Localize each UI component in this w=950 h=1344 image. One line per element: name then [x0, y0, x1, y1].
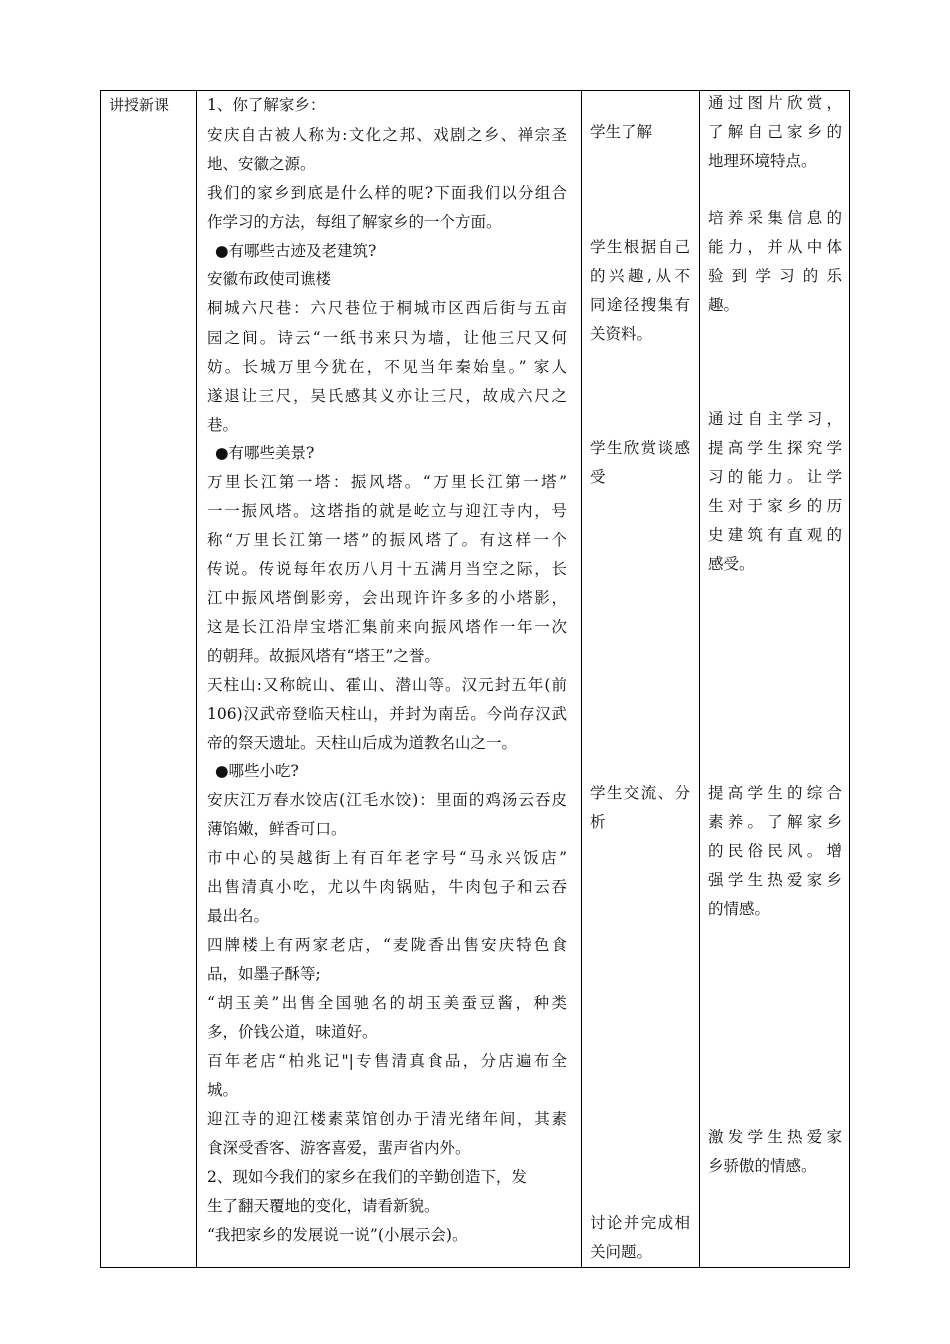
design-intent-line: 习的能力。让学	[708, 468, 842, 486]
content-line: 百年老店“柏兆记"|专售清真食品，分店遍布全	[207, 1052, 567, 1070]
student-activity-line: 学生欣赏谈感	[590, 439, 690, 457]
student-activity-line: 学生了解	[590, 123, 653, 141]
student-activity-line: 析	[590, 813, 606, 831]
content-line: 市中心的吴越街上有百年老字号“马永兴饭店”	[207, 849, 567, 867]
design-intent-line: 强学生热爱家乡	[708, 871, 842, 889]
content-line: 天柱山:又称皖山、霍山、潜山等。汉元封五年(前	[207, 676, 567, 694]
content-line: 称“万里长江第一塔”的振风塔了。有这样一个	[207, 531, 567, 549]
design-intent-line: 提高学生探究学	[708, 439, 842, 457]
content-line: “胡玉美”出售全国驰名的胡玉美蚕豆酱，种类	[207, 994, 567, 1012]
student-activity-line: 学生根据自己	[590, 238, 690, 256]
student-activity-line: 关问题。	[590, 1243, 653, 1261]
content-line: “我把家乡的发展说一说”(小展示会)。	[207, 1226, 468, 1244]
section-label: 讲授新课	[109, 96, 170, 114]
content-line: 品，如墨子酥等;	[207, 965, 321, 983]
content-line: 桐城六尺巷：六尺巷位于桐城市区西后街与五亩	[207, 299, 567, 317]
content-line: 四牌楼上有两家老店，“麦陇香出售安庆特色食	[207, 936, 567, 954]
student-activity-line: 受	[590, 468, 606, 486]
content-line: 安庆江万春水饺店(江毛水饺)：里面的鸡汤云吞皮	[207, 791, 567, 809]
content-line: 这是长江沿岸宝塔汇集前来向振风塔作一年一次	[207, 618, 567, 636]
lesson-plan-table	[100, 90, 850, 1268]
design-intent-line: 感受。	[708, 555, 755, 573]
content-line: 园之间。诗云“一纸书来只为墙，让他三尺又何	[207, 329, 567, 347]
design-intent-line: 地理环境特点。	[708, 152, 817, 170]
student-activity-cell	[581, 91, 699, 1267]
content-line: 1、你了解家乡：	[207, 96, 326, 114]
content-line: 巷。	[207, 416, 239, 434]
content-line: 遂退让三尺，吴氏感其义亦让三尺，故成六尺之	[207, 387, 567, 405]
content-line: 106)汉武帝登临天柱山，并封为南岳。今尚存汉武	[207, 705, 567, 723]
student-activity-line: 讨论并完成相	[590, 1214, 690, 1232]
design-intent-line: 通过图片欣赏，	[708, 94, 842, 112]
design-intent-line: 激发学生热爱家	[708, 1128, 842, 1146]
design-intent-line: 素养。了解家乡	[708, 813, 842, 831]
content-line: 地、安徽之源。	[207, 155, 316, 173]
design-intent-line: 乡骄傲的情感。	[708, 1157, 817, 1175]
section-label-cell	[101, 91, 196, 1267]
content-line: 食深受香客、游客喜爱，蜚声省内外。	[207, 1139, 471, 1157]
content-line: 多，价钱公道，味道好。	[207, 1023, 378, 1041]
content-line: 作学习的方法，每组了解家乡的一个方面。	[207, 213, 502, 231]
content-line: 出售清真小吃，尤以牛肉锅贴，牛肉包子和云吞	[207, 878, 567, 896]
content-line: 万里长江第一塔：振风塔。“万里长江第一塔”	[207, 473, 567, 491]
content-line: ●有哪些美景?	[215, 444, 315, 462]
design-intent-line: 趣。	[708, 296, 740, 314]
student-activity-line: 的兴趣,从不	[590, 267, 690, 285]
design-intent-line: 生对于家乡的历	[708, 497, 842, 515]
content-line: 迎江寺的迎江楼素菜馆创办于清光绪年间，其素	[207, 1110, 567, 1128]
design-intent-line: 通过自主学习，	[708, 410, 842, 428]
design-intent-line: 提高学生的综合	[708, 784, 842, 802]
design-intent-line: 的情感。	[708, 900, 771, 918]
design-intent-line: 培养采集信息的	[708, 209, 842, 227]
content-line: 传说。传说每年农历八月十五满月当空之际，长	[207, 560, 567, 578]
content-line: 帝的祭天遗址。天柱山后成为道教名山之一。	[207, 734, 518, 752]
content-line: 2、现如今我们的家乡在我们的辛勤创造下，发	[207, 1168, 527, 1186]
content-line: ●哪些小吃?	[215, 762, 299, 780]
content-line: 安庆自古被人称为:文化之邦、戏剧之乡、禅宗圣	[207, 126, 567, 144]
content-line: 城。	[207, 1081, 239, 1099]
student-activity-line: 同途径搜集有	[590, 296, 690, 314]
content-line: ●有哪些古迹及老建筑?	[215, 242, 377, 260]
design-intent-cell	[699, 91, 849, 1267]
design-intent-line: 史建筑有直观的	[708, 526, 842, 544]
design-intent-line: 能力，并从中体	[708, 238, 842, 256]
teaching-content-cell	[196, 91, 581, 1267]
design-intent-line: 了解自己家乡的	[708, 123, 842, 141]
design-intent-line: 验到学习的乐	[708, 267, 842, 285]
content-line: 薄馅嫩，鲜香可口。	[207, 820, 347, 838]
student-activity-line: 关资料。	[590, 325, 653, 343]
content-line: 生了翻天覆地的变化，请看新貌。	[207, 1197, 440, 1215]
content-line: 江中振风塔倒影旁，会出现许许多多的小塔影，	[207, 589, 567, 607]
student-activity-line: 学生交流、分	[590, 784, 690, 802]
design-intent-line: 的民俗民风。增	[708, 842, 842, 860]
content-line: 我们的家乡到底是什么样的呢?下面我们以分组合	[207, 184, 567, 202]
content-line: 的朝拜。故振风塔有“塔王”之誉。	[207, 647, 440, 665]
content-line: 妨。长城万里今犹在，不见当年秦始皇。” 家人	[207, 358, 567, 376]
content-line: 一一振风塔。这塔指的就是屹立与迎江寺内，号	[207, 502, 567, 520]
content-line: 安徽布政使司谯楼	[207, 270, 332, 288]
content-line: 最出名。	[207, 907, 270, 925]
